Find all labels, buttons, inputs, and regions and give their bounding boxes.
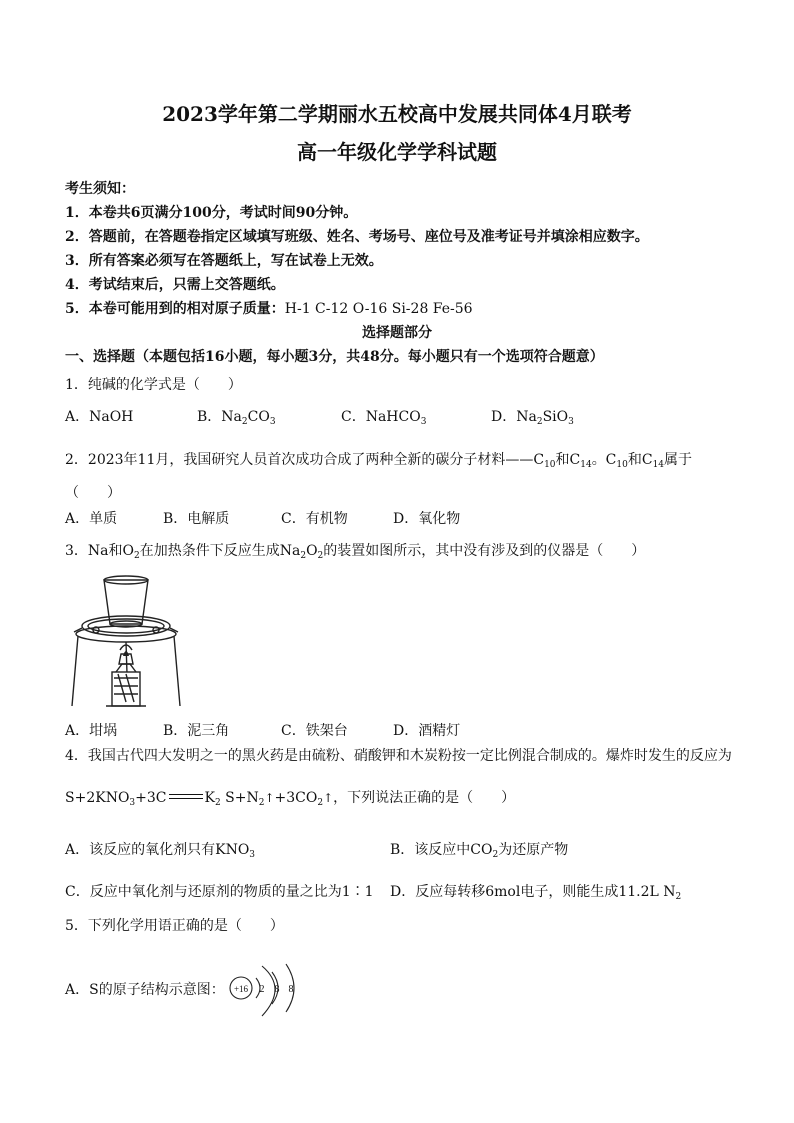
shell-electrons-1: 2 [259,984,265,995]
q3-option-a: A．坩埚 [65,723,118,739]
notice-item-4: 4．考试结束后，只需上交答题纸。 [65,277,285,293]
notice-item-2: 2．答题前，在答题卷指定区域填写班级、姓名、考场号、座位号及准考证号并填涂相应数字。 [65,229,649,245]
q3-option-c: C．铁架台 [281,723,348,739]
nucleus-charge: +16 [233,984,249,994]
section-heading: 一、选择题（本题包括16小题，每小题3分，共48分。每小题只有一个选项符合题意） [65,349,604,365]
exam-title: 2023学年第二学期丽水五校高中发展共同体4月联考 [162,102,632,126]
exam-subtitle: 高一年级化学学科试题 [297,140,497,164]
q4-option-b: B．该反应中$CO_2$为还原产物 [390,842,569,860]
q1-option-c: C．NaHCO$_3$ [341,409,427,427]
shell-electrons-2: 8 [274,984,280,995]
atomic-masses: H-1 C-12 O-16 Si-28 Fe-56 [284,301,473,317]
notice-item-1: 1．本卷共6页满分100分，考试时间90分钟。 [65,205,358,221]
q2-stem: 2．2023年11月，我国研究人员首次成功合成了两种全新的碳分子材料$——C_{10}$和$C_{14}$。$C_{10}$和$C_{14}$属于 [65,452,693,470]
q2-option-d: D．氧化物 [393,511,461,527]
shell-electrons-3: 8 [288,984,294,995]
q4-option-a: A．该反应的氧化剂只有$KNO_3$ [65,842,256,860]
sulfur-atom-structure-diagram [228,958,308,1030]
equals-sign [169,794,203,799]
q3-option-d: D．酒精灯 [393,723,461,739]
q2-option-a: A．单质 [65,511,118,527]
notice-item-5 [65,298,473,318]
q1-option-a: A．NaOH [65,409,134,425]
notice-item-5-prefix: 5．本卷可能用到的相对原子质量： [65,301,285,317]
notice-item-3: 3．所有答案必须写在答题纸上，写在试卷上无效。 [65,253,383,269]
heating-apparatus-figure [66,572,186,710]
notice-heading: 考生须知： [65,181,135,197]
q1-option-d: D．$Na_2SiO_3$ [491,409,574,427]
section-part: 选择题部分 [362,325,432,341]
q2-answer-paren: （ ） [65,485,121,501]
q2-option-c: C．有机物 [281,511,348,527]
gas-arrow-icon: ↑ [264,791,275,805]
q4-stem: 4．我国古代四大发明之一的黑火药是由硫粉、硝酸钾和木炭粉按一定比例混合制成的。爆炸时发生的反应为 [65,748,732,764]
q3-option-b: B．泥三角 [163,723,230,739]
q2-option-b: B．电解质 [163,511,230,527]
gas-arrow-icon: ↑ [323,791,334,805]
q5-option-a: A．S的原子结构示意图： [65,982,225,998]
q5-stem: 5．下列化学用语正确的是（ ） [65,918,284,934]
q4-option-c: C．反应中氧化剂与还原剂的物质的量之比为1∶1 [65,884,374,900]
q4-option-d: D．反应每转移6mol电子，则能生成11.2L $N_2$ [390,884,682,902]
q4-equation: $S+2KNO_3+3C$ $K_2$ $S+N_2↑+3CO_2↑$，下列说法正确的是（ ） [65,790,516,808]
q1-stem: 1．纯碱的化学式是（ ） [65,377,242,393]
q1-option-b: B．$Na_2CO_3$ [197,409,276,427]
q3-stem: 3．Na和$O_2$在加热条件下反应生成$Na_2O_2$的装置如图所示，其中没有涉及到的仪器是（ ） [65,543,646,561]
